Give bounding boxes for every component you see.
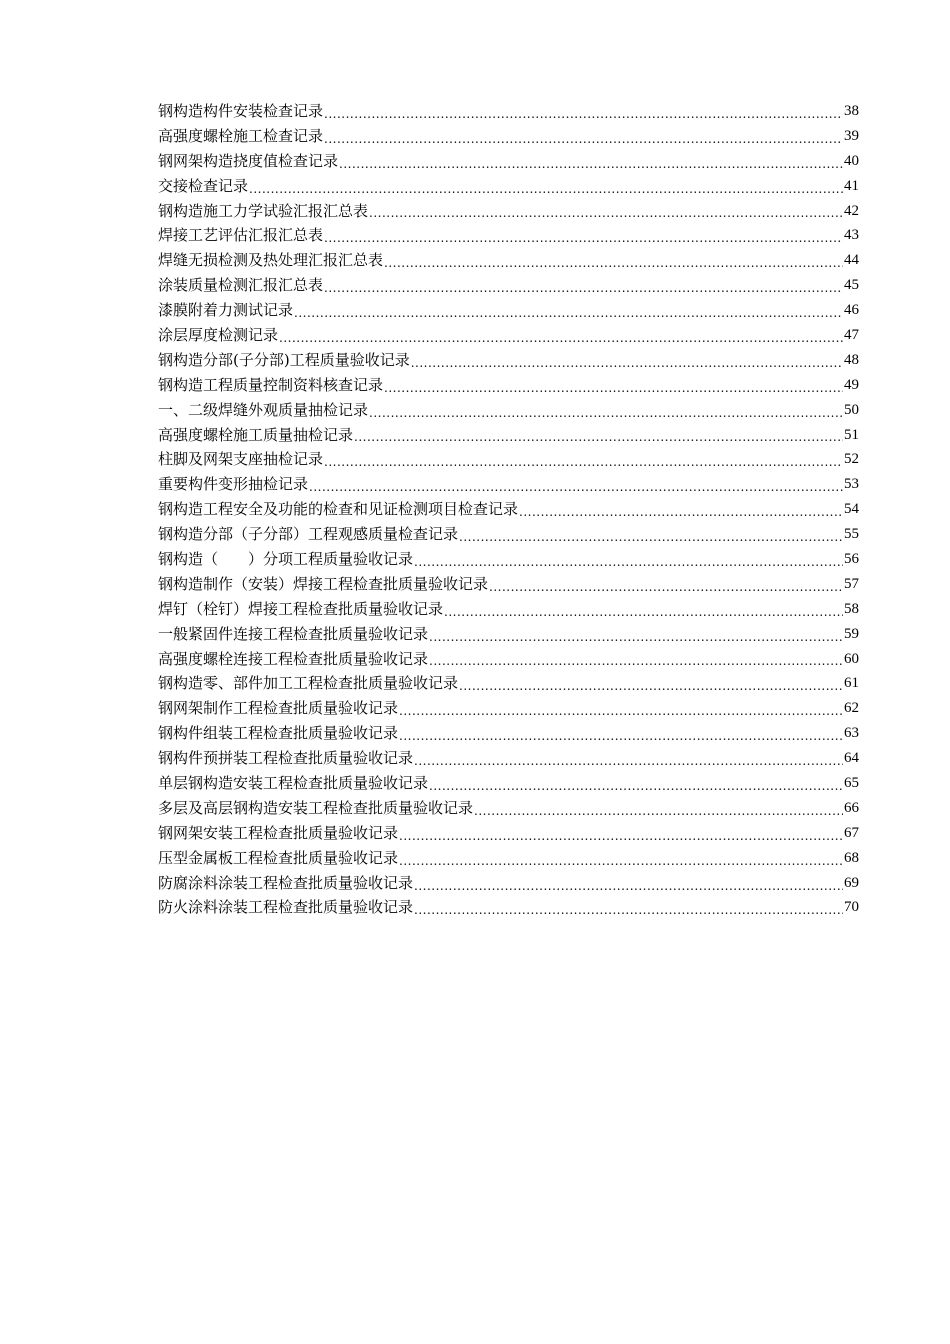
toc-entry-title: 多层及高层钢构造安装工程检查批质量验收记录	[158, 798, 474, 817]
table-of-contents	[158, 99, 859, 920]
toc-entry-page-number: 53	[844, 476, 859, 493]
toc-entry-page-number: 61	[844, 675, 859, 692]
toc-entry-page-number: 67	[844, 824, 859, 841]
toc-entry-title: 一、二级焊缝外观质量抽检记录	[158, 400, 369, 419]
toc-entry[interactable]	[158, 273, 859, 298]
toc-dot-leader	[399, 851, 843, 871]
toc-entry-page-number: 69	[844, 874, 859, 891]
toc-entry-page-number: 60	[844, 650, 859, 667]
toc-dot-leader	[411, 353, 843, 373]
toc-dot-leader	[414, 900, 843, 920]
toc-entry-title: 钢网架构造挠度值检查记录	[158, 151, 339, 170]
toc-entry[interactable]	[158, 373, 859, 398]
toc-entry-page-number: 62	[844, 700, 859, 717]
toc-entry[interactable]	[158, 597, 859, 622]
toc-entry[interactable]	[158, 174, 859, 199]
toc-entry-page-number: 70	[844, 899, 859, 916]
toc-entry[interactable]	[158, 896, 859, 921]
toc-entry[interactable]	[158, 871, 859, 896]
toc-entry[interactable]	[158, 199, 859, 224]
toc-entry[interactable]	[158, 447, 859, 472]
toc-entry-page-number: 42	[844, 202, 859, 219]
toc-entry-title: 钢构造制作（安装）焊接工程检查批质量验收记录	[158, 574, 489, 593]
toc-entry[interactable]	[158, 796, 859, 821]
toc-entry-page-number: 56	[844, 551, 859, 568]
toc-entry-title: 钢构件预拼装工程检查批质量验收记录	[158, 749, 414, 768]
toc-entry[interactable]	[158, 99, 859, 124]
toc-entry-title: 重要构件变形抽检记录	[158, 475, 309, 494]
toc-entry-page-number: 39	[844, 127, 859, 144]
toc-entry-page-number: 50	[844, 401, 859, 418]
toc-dot-leader	[279, 328, 843, 348]
toc-dot-leader	[384, 253, 843, 273]
toc-entry-page-number: 57	[844, 575, 859, 592]
toc-dot-leader	[324, 452, 843, 472]
toc-entry-title: 涂装质量检测汇报汇总表	[158, 276, 324, 295]
toc-entry-title: 焊缝无损检测及热处理汇报汇总表	[158, 251, 384, 270]
toc-entry[interactable]	[158, 497, 859, 522]
toc-entry-title: 钢构造构件安装检查记录	[158, 101, 324, 120]
toc-entry[interactable]	[158, 522, 859, 547]
toc-dot-leader	[309, 477, 843, 497]
toc-dot-leader	[369, 203, 843, 223]
toc-entry-page-number: 58	[844, 600, 859, 617]
toc-entry[interactable]	[158, 696, 859, 721]
toc-entry-page-number: 41	[844, 177, 859, 194]
toc-entry[interactable]	[158, 323, 859, 348]
toc-entry[interactable]	[158, 423, 859, 448]
toc-dot-leader	[399, 726, 843, 746]
toc-entry[interactable]	[158, 298, 859, 323]
toc-dot-leader	[414, 751, 843, 771]
toc-entry-page-number: 45	[844, 277, 859, 294]
toc-entry-page-number: 40	[844, 152, 859, 169]
toc-entry-title: 柱脚及网架支座抽检记录	[158, 450, 324, 469]
toc-entry-title: 钢构造工程质量控制资料核查记录	[158, 375, 384, 394]
toc-entry[interactable]	[158, 348, 859, 373]
toc-entry[interactable]	[158, 846, 859, 871]
toc-entry[interactable]	[158, 622, 859, 647]
toc-dot-leader	[444, 602, 843, 622]
toc-entry-title: 漆膜附着力测试记录	[158, 301, 294, 320]
toc-entry[interactable]	[158, 572, 859, 597]
toc-dot-leader	[354, 427, 843, 447]
toc-dot-leader	[294, 303, 843, 323]
toc-dot-leader	[324, 129, 843, 149]
toc-dot-leader	[249, 179, 843, 199]
toc-entry[interactable]	[158, 398, 859, 423]
toc-entry-page-number: 47	[844, 327, 859, 343]
toc-entry[interactable]	[158, 647, 859, 672]
toc-dot-leader	[429, 776, 843, 796]
toc-entry-title: 钢网架安装工程检查批质量验收记录	[158, 823, 399, 842]
toc-entry-page-number: 63	[844, 725, 859, 742]
toc-entry-title: 钢构造（ ）分项工程质量验收记录	[158, 550, 414, 569]
toc-dot-leader	[414, 876, 843, 896]
toc-dot-leader	[429, 651, 843, 671]
toc-entry-page-number: 54	[844, 501, 859, 518]
toc-dot-leader	[384, 378, 843, 398]
toc-dot-leader	[489, 577, 843, 597]
toc-dot-leader	[324, 278, 843, 298]
toc-entry-page-number: 68	[844, 849, 859, 866]
toc-dot-leader	[474, 801, 843, 821]
toc-dot-leader	[369, 403, 843, 423]
toc-dot-leader	[519, 502, 843, 522]
toc-dot-leader	[324, 228, 843, 248]
toc-entry-title: 焊钉（栓钉）焊接工程检查批质量验收记录	[158, 599, 444, 618]
toc-entry-title: 钢构造分部（子分部）工程观感质量检查记录	[158, 525, 459, 544]
toc-entry-page-number: 48	[844, 351, 859, 368]
toc-entry-title: 防火涂料涂装工程检查批质量验收记录	[158, 898, 414, 917]
toc-entry[interactable]	[158, 547, 859, 572]
toc-entry-title: 焊接工艺评估汇报汇总表	[158, 226, 324, 245]
toc-entry[interactable]	[158, 124, 859, 149]
toc-entry-page-number: 46	[844, 302, 859, 319]
toc-entry-page-number: 51	[844, 426, 859, 443]
toc-entry-page-number: 49	[844, 376, 859, 393]
toc-dot-leader	[399, 701, 843, 721]
toc-entry-page-number: 43	[844, 227, 859, 244]
toc-dot-leader	[459, 527, 843, 547]
toc-entry-title: 涂层厚度检测记录	[158, 326, 279, 344]
toc-entry-title: 高强度螺栓连接工程检查批质量验收记录	[158, 649, 429, 668]
toc-entry-title: 高强度螺栓施工检查记录	[158, 126, 324, 145]
toc-dot-leader	[459, 676, 843, 696]
toc-entry[interactable]	[158, 821, 859, 846]
toc-entry[interactable]	[158, 248, 859, 273]
toc-entry-title: 一般紧固件连接工程检查批质量验收记录	[158, 624, 429, 643]
toc-dot-leader	[339, 154, 843, 174]
toc-entry[interactable]	[158, 223, 859, 248]
toc-entry-title: 钢构造工程安全及功能的检查和见证检测项目检查记录	[158, 500, 519, 519]
toc-entry-page-number: 64	[844, 750, 859, 767]
toc-dot-leader	[414, 552, 843, 572]
toc-entry[interactable]	[158, 472, 859, 497]
toc-entry-page-number: 66	[844, 799, 859, 816]
toc-entry[interactable]	[158, 746, 859, 771]
toc-entry-page-number: 55	[844, 526, 859, 543]
toc-entry[interactable]	[158, 721, 859, 746]
toc-entry-title: 防腐涂料涂装工程检查批质量验收记录	[158, 873, 414, 892]
toc-entry[interactable]	[158, 149, 859, 174]
toc-entry-title: 钢构造零、部件加工工程检查批质量验收记录	[158, 674, 459, 693]
toc-entry-title: 压型金属板工程检查批质量验收记录	[158, 848, 399, 867]
toc-entry-title: 钢构造分部(子分部)工程质量验收记录	[158, 350, 410, 369]
toc-entry-title: 钢网架制作工程检查批质量验收记录	[158, 699, 399, 718]
toc-entry-title: 钢构造施工力学试验汇报汇总表	[158, 201, 369, 220]
toc-entry-title: 单层钢构造安装工程检查批质量验收记录	[158, 774, 429, 793]
toc-entry-page-number: 65	[844, 775, 859, 792]
toc-entry-page-number: 52	[844, 451, 859, 468]
toc-entry-title: 钢构件组装工程检查批质量验收记录	[158, 724, 399, 743]
toc-entry-page-number: 59	[844, 625, 859, 642]
toc-entry-page-number: 44	[844, 252, 859, 269]
toc-dot-leader	[324, 104, 843, 124]
toc-entry-title: 交接检查记录	[158, 176, 249, 195]
toc-entry-title: 高强度螺栓施工质量抽检记录	[158, 425, 354, 444]
toc-entry-page-number: 38	[844, 102, 859, 119]
toc-entry[interactable]	[158, 771, 859, 796]
toc-dot-leader	[429, 627, 843, 647]
toc-dot-leader	[399, 826, 843, 846]
toc-entry[interactable]	[158, 671, 859, 696]
